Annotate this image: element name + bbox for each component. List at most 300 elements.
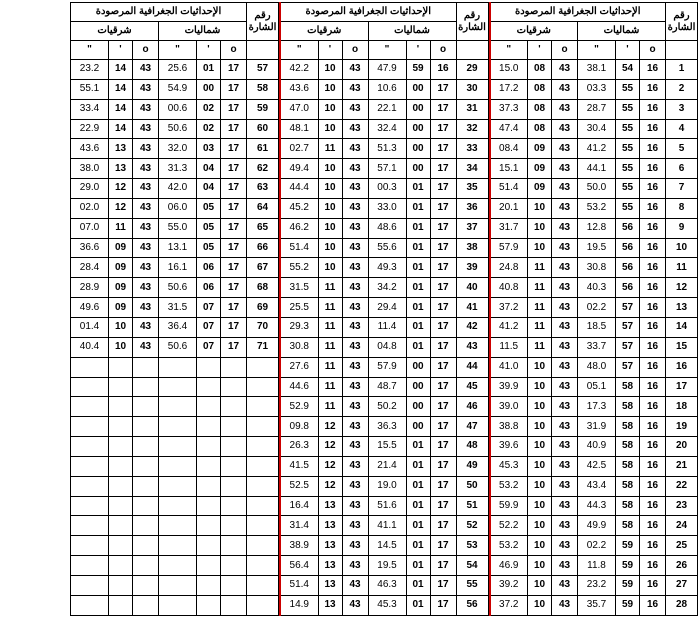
cell-east-seconds: 40.8 [490,278,528,298]
cell-north-degrees: 17 [221,119,247,139]
cell-east-seconds: 02.7 [280,139,318,159]
cell-east-minutes: 13 [109,159,133,179]
cell-north-minutes: 58 [616,456,640,476]
cell-point-number: 15 [666,337,698,357]
cell-east-degrees: 43 [133,179,159,199]
cell-empty [133,476,159,496]
table-row [280,516,488,536]
header-symbol-min-n: ' [406,41,430,60]
cell-north-degrees: 16 [640,218,666,238]
cell-empty [159,357,197,377]
header-symbol-blank [456,41,488,60]
cell-point-number: 3 [666,99,698,119]
cell-north-degrees: 17 [430,119,456,139]
cell-point-number: 17 [666,377,698,397]
cell-east-degrees: 43 [552,575,578,595]
cell-empty [71,397,109,417]
cell-east-seconds: 11.5 [490,337,528,357]
cell-east-degrees: 43 [342,595,368,615]
table-header [490,3,698,60]
cell-point-number: 70 [247,317,279,337]
cell-empty [133,357,159,377]
table-row [490,317,698,337]
cell-empty [133,417,159,437]
cell-north-seconds: 11.8 [578,556,616,576]
header-northings: شماليات [368,22,456,41]
header-symbol-sec-e: " [490,41,528,60]
cell-east-seconds: 43.6 [280,79,318,99]
table-row [71,496,279,516]
cell-east-minutes: 13 [318,595,342,615]
cell-east-degrees: 43 [133,337,159,357]
cell-east-minutes: 11 [318,357,342,377]
cell-north-seconds: 16.1 [159,258,197,278]
cell-east-degrees: 43 [342,357,368,377]
cell-east-seconds: 55.1 [71,79,109,99]
cell-east-seconds: 16.4 [280,496,318,516]
cell-east-minutes: 11 [528,258,552,278]
table-row [490,377,698,397]
cell-empty [221,437,247,457]
header-symbol-sec-e: " [71,41,109,60]
cell-north-minutes: 55 [616,159,640,179]
cell-north-seconds: 53.2 [578,198,616,218]
header-symbol-sec-n: " [368,41,406,60]
table-row [490,278,698,298]
cell-north-seconds: 31.9 [578,417,616,437]
cell-empty [221,417,247,437]
cell-north-seconds: 00.6 [159,99,197,119]
cell-point-number: 66 [247,238,279,258]
cell-east-minutes: 10 [528,417,552,437]
cell-east-seconds: 20.1 [490,198,528,218]
cell-north-minutes: 55 [616,79,640,99]
cell-point-number: 46 [456,397,488,417]
cell-point-number: 4 [666,119,698,139]
cell-east-minutes: 09 [109,258,133,278]
cell-east-minutes: 12 [109,198,133,218]
cell-east-minutes: 10 [528,456,552,476]
cell-north-minutes: 00 [406,159,430,179]
cell-point-number: 54 [456,556,488,576]
cell-north-degrees: 16 [640,357,666,377]
cell-east-seconds: 39.6 [490,437,528,457]
cell-north-seconds: 03.3 [578,79,616,99]
cell-east-degrees: 43 [342,179,368,199]
cell-north-minutes: 00 [406,99,430,119]
cell-east-degrees: 43 [552,238,578,258]
cell-point-number: 10 [666,238,698,258]
cell-point-number: 30 [456,79,488,99]
cell-empty [159,397,197,417]
header-coords-title: الإحداثيات الجغرافية المرصودة [280,3,456,22]
cell-north-seconds: 50.6 [159,278,197,298]
table-body-middle [280,60,488,616]
cell-north-degrees: 17 [430,536,456,556]
cell-north-minutes: 01 [406,516,430,536]
header-symbol-min-e: ' [318,41,342,60]
cell-east-degrees: 43 [342,496,368,516]
cell-north-minutes: 01 [406,437,430,457]
cell-east-seconds: 37.3 [490,99,528,119]
cell-east-seconds: 51.4 [280,238,318,258]
cell-point-number: 44 [456,357,488,377]
header-number-line2: الشارة [248,21,277,33]
cell-north-minutes: 55 [616,139,640,159]
cell-east-degrees: 43 [552,595,578,615]
cell-point-number: 42 [456,317,488,337]
cell-north-seconds: 02.2 [578,536,616,556]
table-row [280,476,488,496]
cell-east-degrees: 43 [342,337,368,357]
cell-point-number: 20 [666,437,698,457]
cell-north-degrees: 16 [640,79,666,99]
cell-point-number: 19 [666,417,698,437]
cell-east-degrees: 43 [342,317,368,337]
cell-north-degrees: 17 [430,258,456,278]
cell-east-minutes: 10 [528,595,552,615]
cell-north-seconds: 31.3 [159,159,197,179]
cell-east-minutes: 12 [318,456,342,476]
cell-east-degrees: 43 [342,99,368,119]
cell-north-degrees: 17 [430,417,456,437]
header-symbol-min-e: ' [109,41,133,60]
cell-north-seconds: 54.9 [159,79,197,99]
cell-north-degrees: 16 [640,536,666,556]
cell-north-minutes: 55 [616,119,640,139]
cell-north-minutes: 01 [406,258,430,278]
cell-east-seconds: 49.4 [280,159,318,179]
cell-north-seconds: 30.8 [578,258,616,278]
cell-north-seconds: 17.3 [578,397,616,417]
cell-north-seconds: 57.9 [368,357,406,377]
cell-point-number: 38 [456,238,488,258]
cell-north-seconds: 38.1 [578,60,616,80]
cell-point-number: 49 [456,456,488,476]
cell-east-minutes: 09 [109,298,133,318]
cell-empty [71,417,109,437]
cell-point-number: 13 [666,298,698,318]
cell-east-minutes: 14 [109,119,133,139]
cell-empty [197,357,221,377]
cell-east-seconds: 38.9 [280,536,318,556]
cell-point-number: 60 [247,119,279,139]
cell-north-seconds: 46.3 [368,575,406,595]
cell-east-degrees: 43 [552,437,578,457]
cell-north-minutes: 56 [616,258,640,278]
cell-point-number: 58 [247,79,279,99]
coordinate-table-left [70,2,279,616]
cell-east-seconds: 14.9 [280,595,318,615]
cell-east-seconds: 56.4 [280,556,318,576]
cell-east-minutes: 11 [528,337,552,357]
cell-point-number: 5 [666,139,698,159]
cell-north-degrees: 16 [640,258,666,278]
cell-north-degrees: 17 [430,397,456,417]
cell-east-seconds: 17.2 [490,79,528,99]
header-symbol-blank [666,41,698,60]
header-eastings: شرقيات [490,22,578,41]
cell-north-degrees: 16 [640,417,666,437]
cell-east-minutes: 12 [109,179,133,199]
cell-north-minutes: 00 [197,79,221,99]
cell-north-minutes: 01 [406,179,430,199]
cell-east-minutes: 10 [109,337,133,357]
cell-east-seconds: 09.8 [280,417,318,437]
cell-empty [247,476,279,496]
cell-east-seconds: 46.9 [490,556,528,576]
cell-east-minutes: 10 [318,60,342,80]
cell-point-number: 25 [666,536,698,556]
cell-north-degrees: 16 [640,456,666,476]
cell-north-seconds: 42.5 [578,456,616,476]
cell-north-minutes: 57 [616,357,640,377]
table-row [490,139,698,159]
cell-north-seconds: 33.0 [368,198,406,218]
table-row [490,298,698,318]
cell-east-degrees: 43 [342,575,368,595]
cell-north-minutes: 55 [616,179,640,199]
cell-east-minutes: 09 [528,139,552,159]
cell-north-seconds: 18.5 [578,317,616,337]
cell-empty [159,496,197,516]
cell-point-number: 16 [666,357,698,377]
cell-empty [71,437,109,457]
table-row [71,536,279,556]
cell-east-minutes: 10 [528,218,552,238]
cell-north-seconds: 48.6 [368,218,406,238]
header-coords-title: الإحداثيات الجغرافية المرصودة [490,3,666,22]
table-body-left [71,60,279,616]
cell-east-minutes: 10 [528,397,552,417]
cell-east-seconds: 33.4 [71,99,109,119]
cell-east-degrees: 43 [552,556,578,576]
cell-north-degrees: 17 [430,337,456,357]
cell-north-minutes: 00 [406,139,430,159]
cell-north-seconds: 06.0 [159,198,197,218]
cell-east-seconds: 28.4 [71,258,109,278]
cell-north-minutes: 01 [406,476,430,496]
cell-east-degrees: 43 [133,79,159,99]
cell-east-minutes: 12 [318,476,342,496]
cell-east-minutes: 10 [528,437,552,457]
cell-north-degrees: 16 [640,238,666,258]
cell-empty [247,516,279,536]
cell-east-degrees: 43 [133,218,159,238]
cell-north-degrees: 16 [640,159,666,179]
cell-east-seconds: 31.4 [280,516,318,536]
cell-north-minutes: 54 [616,60,640,80]
cell-empty [197,556,221,576]
table-row [280,298,488,318]
cell-point-number: 37 [456,218,488,238]
table-row [490,337,698,357]
cell-empty [247,536,279,556]
cell-empty [159,516,197,536]
cell-east-minutes: 12 [318,437,342,457]
cell-empty [247,595,279,615]
cell-east-degrees: 43 [552,298,578,318]
cell-point-number: 28 [666,595,698,615]
cell-north-degrees: 17 [430,437,456,457]
cell-empty [197,456,221,476]
cell-north-minutes: 01 [406,298,430,318]
table-row [280,595,488,615]
cell-north-minutes: 56 [616,238,640,258]
cell-east-minutes: 08 [528,79,552,99]
cell-east-degrees: 43 [133,198,159,218]
cell-north-seconds: 19.0 [368,476,406,496]
cell-north-seconds: 11.4 [368,317,406,337]
header-northings: شماليات [578,22,666,41]
cell-north-minutes: 01 [197,60,221,80]
cell-north-minutes: 59 [616,556,640,576]
header-symbol-min-n: ' [616,41,640,60]
cell-empty [247,575,279,595]
cell-east-minutes: 10 [528,198,552,218]
cell-north-degrees: 17 [221,159,247,179]
table-row [71,317,279,337]
cell-east-degrees: 43 [552,79,578,99]
cell-north-degrees: 17 [430,377,456,397]
cell-north-degrees: 17 [221,218,247,238]
cell-east-minutes: 10 [528,575,552,595]
cell-east-minutes: 10 [109,317,133,337]
cell-north-degrees: 16 [640,198,666,218]
table-row [280,278,488,298]
cell-north-seconds: 36.4 [159,317,197,337]
table-row [280,556,488,576]
cell-north-minutes: 07 [197,298,221,318]
cell-empty [159,456,197,476]
cell-north-degrees: 17 [430,476,456,496]
cell-east-degrees: 43 [342,437,368,457]
cell-empty [71,357,109,377]
table-row [71,377,279,397]
cell-north-minutes: 59 [616,595,640,615]
cell-point-number: 53 [456,536,488,556]
cell-east-seconds: 38.0 [71,159,109,179]
cell-north-minutes: 58 [616,496,640,516]
table-row [280,198,488,218]
cell-east-degrees: 43 [342,298,368,318]
cell-point-number: 47 [456,417,488,437]
cell-east-seconds: 31.7 [490,218,528,238]
cell-east-degrees: 43 [552,99,578,119]
cell-east-degrees: 43 [342,397,368,417]
cell-empty [221,496,247,516]
cell-empty [159,575,197,595]
cell-east-degrees: 43 [133,317,159,337]
table-row [280,258,488,278]
cell-empty [71,377,109,397]
cell-north-minutes: 55 [616,99,640,119]
cell-north-seconds: 49.3 [368,258,406,278]
cell-east-seconds: 46.2 [280,218,318,238]
table-row [71,60,279,80]
header-number-line2: الشارة [667,21,696,33]
cell-point-number: 32 [456,119,488,139]
cell-empty [159,556,197,576]
cell-empty [109,516,133,536]
cell-east-degrees: 43 [552,198,578,218]
table-row [280,317,488,337]
cell-east-seconds: 41.0 [490,357,528,377]
table-row [490,556,698,576]
cell-north-degrees: 16 [430,60,456,80]
cell-east-seconds: 07.0 [71,218,109,238]
cell-north-degrees: 17 [221,238,247,258]
table-header [71,3,279,60]
cell-north-seconds: 29.4 [368,298,406,318]
header-number-cell [666,3,698,41]
cell-east-seconds: 41.5 [280,456,318,476]
cell-north-seconds: 42.0 [159,179,197,199]
cell-north-seconds: 19.5 [578,238,616,258]
cell-east-degrees: 43 [342,159,368,179]
table-row [71,198,279,218]
cell-north-degrees: 17 [430,516,456,536]
cell-east-degrees: 43 [342,139,368,159]
cell-north-minutes: 06 [197,258,221,278]
cell-north-seconds: 48.0 [578,357,616,377]
cell-east-degrees: 43 [342,417,368,437]
cell-empty [221,536,247,556]
cell-empty [71,595,109,615]
cell-north-degrees: 16 [640,119,666,139]
cell-north-minutes: 58 [616,417,640,437]
cell-north-seconds: 51.6 [368,496,406,516]
cell-north-minutes: 01 [406,536,430,556]
table-row [280,397,488,417]
header-symbol-deg-e: o [552,41,578,60]
cell-empty [247,397,279,417]
cell-empty [221,357,247,377]
cell-north-minutes: 07 [197,337,221,357]
table-row [490,198,698,218]
cell-empty [71,536,109,556]
cell-empty [247,377,279,397]
cell-north-minutes: 01 [406,198,430,218]
cell-point-number: 11 [666,258,698,278]
cell-east-degrees: 43 [552,60,578,80]
cell-empty [71,556,109,576]
cell-east-minutes: 11 [528,298,552,318]
table-row [280,496,488,516]
cell-east-seconds: 02.0 [71,198,109,218]
cell-east-degrees: 43 [342,556,368,576]
cell-point-number: 50 [456,476,488,496]
cell-east-seconds: 47.0 [280,99,318,119]
cell-east-minutes: 10 [528,377,552,397]
cell-east-degrees: 43 [342,60,368,80]
cell-empty [133,456,159,476]
cell-east-degrees: 43 [133,99,159,119]
cell-point-number: 68 [247,278,279,298]
cell-north-minutes: 59 [616,575,640,595]
table-row [490,218,698,238]
cell-north-degrees: 17 [430,238,456,258]
cell-east-seconds: 43.6 [71,139,109,159]
header-number-cell [247,3,279,41]
cell-north-seconds: 43.4 [578,476,616,496]
cell-north-minutes: 00 [406,119,430,139]
table-row [71,456,279,476]
cell-east-degrees: 43 [133,119,159,139]
cell-point-number: 57 [247,60,279,80]
cell-east-seconds: 53.2 [490,536,528,556]
cell-east-seconds: 51.4 [490,179,528,199]
